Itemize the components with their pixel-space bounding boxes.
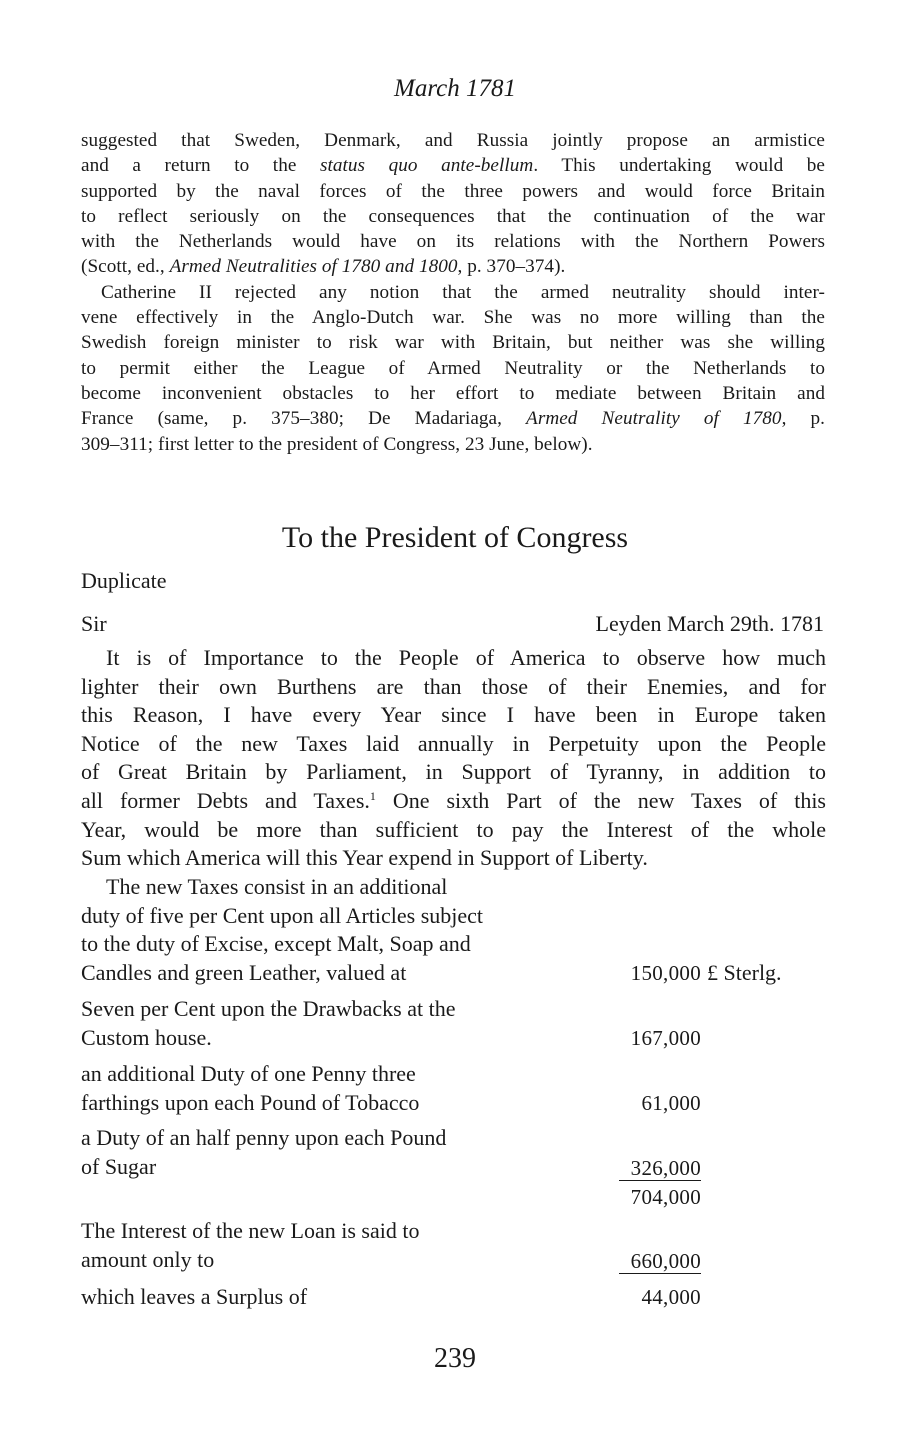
surplus-row <box>81 1283 826 1313</box>
tax-amount: 326,000 <box>619 1156 701 1181</box>
tax-description <box>81 873 591 987</box>
letter-body <box>81 644 826 873</box>
tax-description <box>81 1060 591 1117</box>
note-line: suggested that Sweden, Denmark, and Russia jointly propose an armistice <box>81 130 825 151</box>
citation-title: Armed Neutrality of 1780 <box>526 408 782 430</box>
note-line: supported by the naval forces of the three powers and would force Britain <box>81 180 825 202</box>
tax-desc-line: of Sugar <box>81 1153 157 1179</box>
body-text: all former Debts and Taxes. <box>81 787 370 813</box>
note-line <box>81 406 825 431</box>
note-line: with the Netherlands would have on its relations with the Northern Powers <box>81 231 825 253</box>
body-text: One sixth Part of the new Taxes of this <box>375 787 826 813</box>
body-line: It is of Importance to the People of America to observe how much <box>106 645 826 670</box>
footnote-marker[interactable]: 1 <box>369 788 376 803</box>
letter-heading: To the President of Congress <box>281 521 629 554</box>
loan-desc-line: The Interest of the new Loan is said to <box>81 1218 420 1243</box>
note-line: to reflect seriously on the consequences that the continuation of the war <box>81 205 825 227</box>
note-line: Catherine II rejected any notion that the armed neutrality should inter- <box>101 281 825 303</box>
tax-desc-line: duty of five per Cent upon all Articles subject <box>81 902 484 928</box>
note-line: 309–311; first letter to the president of Congress, 23 June, below). <box>81 433 593 455</box>
tax-desc-line: farthings upon each Pound of Tobacco <box>81 1089 420 1115</box>
citation-title: Armed Neutralities of 1780 and 1800 <box>169 256 458 278</box>
loan-description <box>81 1217 591 1274</box>
note-text: , p. <box>781 408 826 430</box>
currency-unit: £ Sterlg. <box>707 960 782 985</box>
loan-desc-line: amount only to <box>81 1246 215 1272</box>
tax-description <box>81 1124 591 1181</box>
surplus-amount: 44,000 <box>641 1285 701 1309</box>
tax-amount: 150,000 <box>630 961 701 985</box>
editorial-note <box>81 128 825 457</box>
tax-row-excise <box>81 873 826 989</box>
note-line: to permit either the League of Armed Neutrality or the Netherlands to <box>81 357 825 379</box>
page-number: 239 <box>434 1343 476 1374</box>
tax-row-drawbacks <box>81 995 826 1053</box>
tax-row-sugar <box>81 1124 826 1182</box>
latin-phrase: status quo ante-bellum <box>319 155 534 177</box>
body-line: of Great Britain by Parliament, in Support of Tyranny, in addition to <box>81 759 826 785</box>
note-text: France (same, p. 375–380; De Madariaga, <box>81 408 527 430</box>
tax-desc-line: The new Taxes consist in an additional <box>106 874 448 899</box>
tax-row-tobacco <box>81 1060 826 1118</box>
tax-total: 704,000 <box>630 1185 701 1209</box>
salutation: Sir <box>81 611 107 636</box>
body-line: Year, would be more than sufficient to pay the Interest of the whole <box>81 816 826 842</box>
loan-interest-row <box>81 1217 826 1275</box>
tax-desc-line: Candles and green Leather, valued at <box>81 959 407 985</box>
body-line: Notice of the new Taxes laid annually in Perpetuity upon the People <box>81 730 826 756</box>
dateline: Leyden March 29th. 1781 <box>595 611 824 636</box>
body-line: this Reason, I have every Year since I have been in Europe taken <box>81 702 826 728</box>
copy-type: Duplicate <box>81 568 167 593</box>
note-line <box>81 254 825 279</box>
tax-amount: 167,000 <box>630 1026 701 1050</box>
tax-desc-line: Seven per Cent upon the Drawbacks at the <box>81 996 456 1021</box>
note-line: become inconvenient obstacles to her effort to mediate between Britain and <box>81 382 825 404</box>
note-text: , p. 370–374). <box>457 256 566 278</box>
running-head: March 1781 <box>394 75 516 102</box>
note-text: and a return to the <box>81 155 320 177</box>
tax-desc-line: an additional Duty of one Penny three <box>81 1061 416 1086</box>
surplus-description <box>81 1283 591 1312</box>
tax-desc-line: a Duty of an half penny upon each Pound <box>81 1125 447 1150</box>
loan-amount: 660,000 <box>619 1249 701 1274</box>
body-line: lighter their own Burthens are than those of their Enemies, and for <box>81 673 826 699</box>
body-line <box>81 787 826 816</box>
tax-total-row <box>81 1183 826 1213</box>
note-paragraph-1 <box>81 128 825 280</box>
note-text: (Scott, ed., <box>81 256 170 278</box>
surplus-desc-line: which leaves a Surplus of <box>81 1284 308 1309</box>
note-line: vene effectively in the Anglo-Dutch war. She was no more willing than the <box>81 307 825 329</box>
tax-description <box>81 995 591 1052</box>
note-text: . This undertaking would be <box>533 155 826 177</box>
tax-amount: 61,000 <box>641 1091 701 1115</box>
body-line: Sum which America will this Year expend in Support of Liberty. <box>81 845 648 871</box>
note-paragraph-2 <box>81 280 825 457</box>
tax-desc-line: Custom house. <box>81 1024 212 1050</box>
note-line: Swedish foreign minister to risk war with Britain, but neither was she willing <box>81 332 825 354</box>
note-line <box>81 153 825 178</box>
tax-desc-line: to the duty of Excise, except Malt, Soap and <box>81 931 471 957</box>
